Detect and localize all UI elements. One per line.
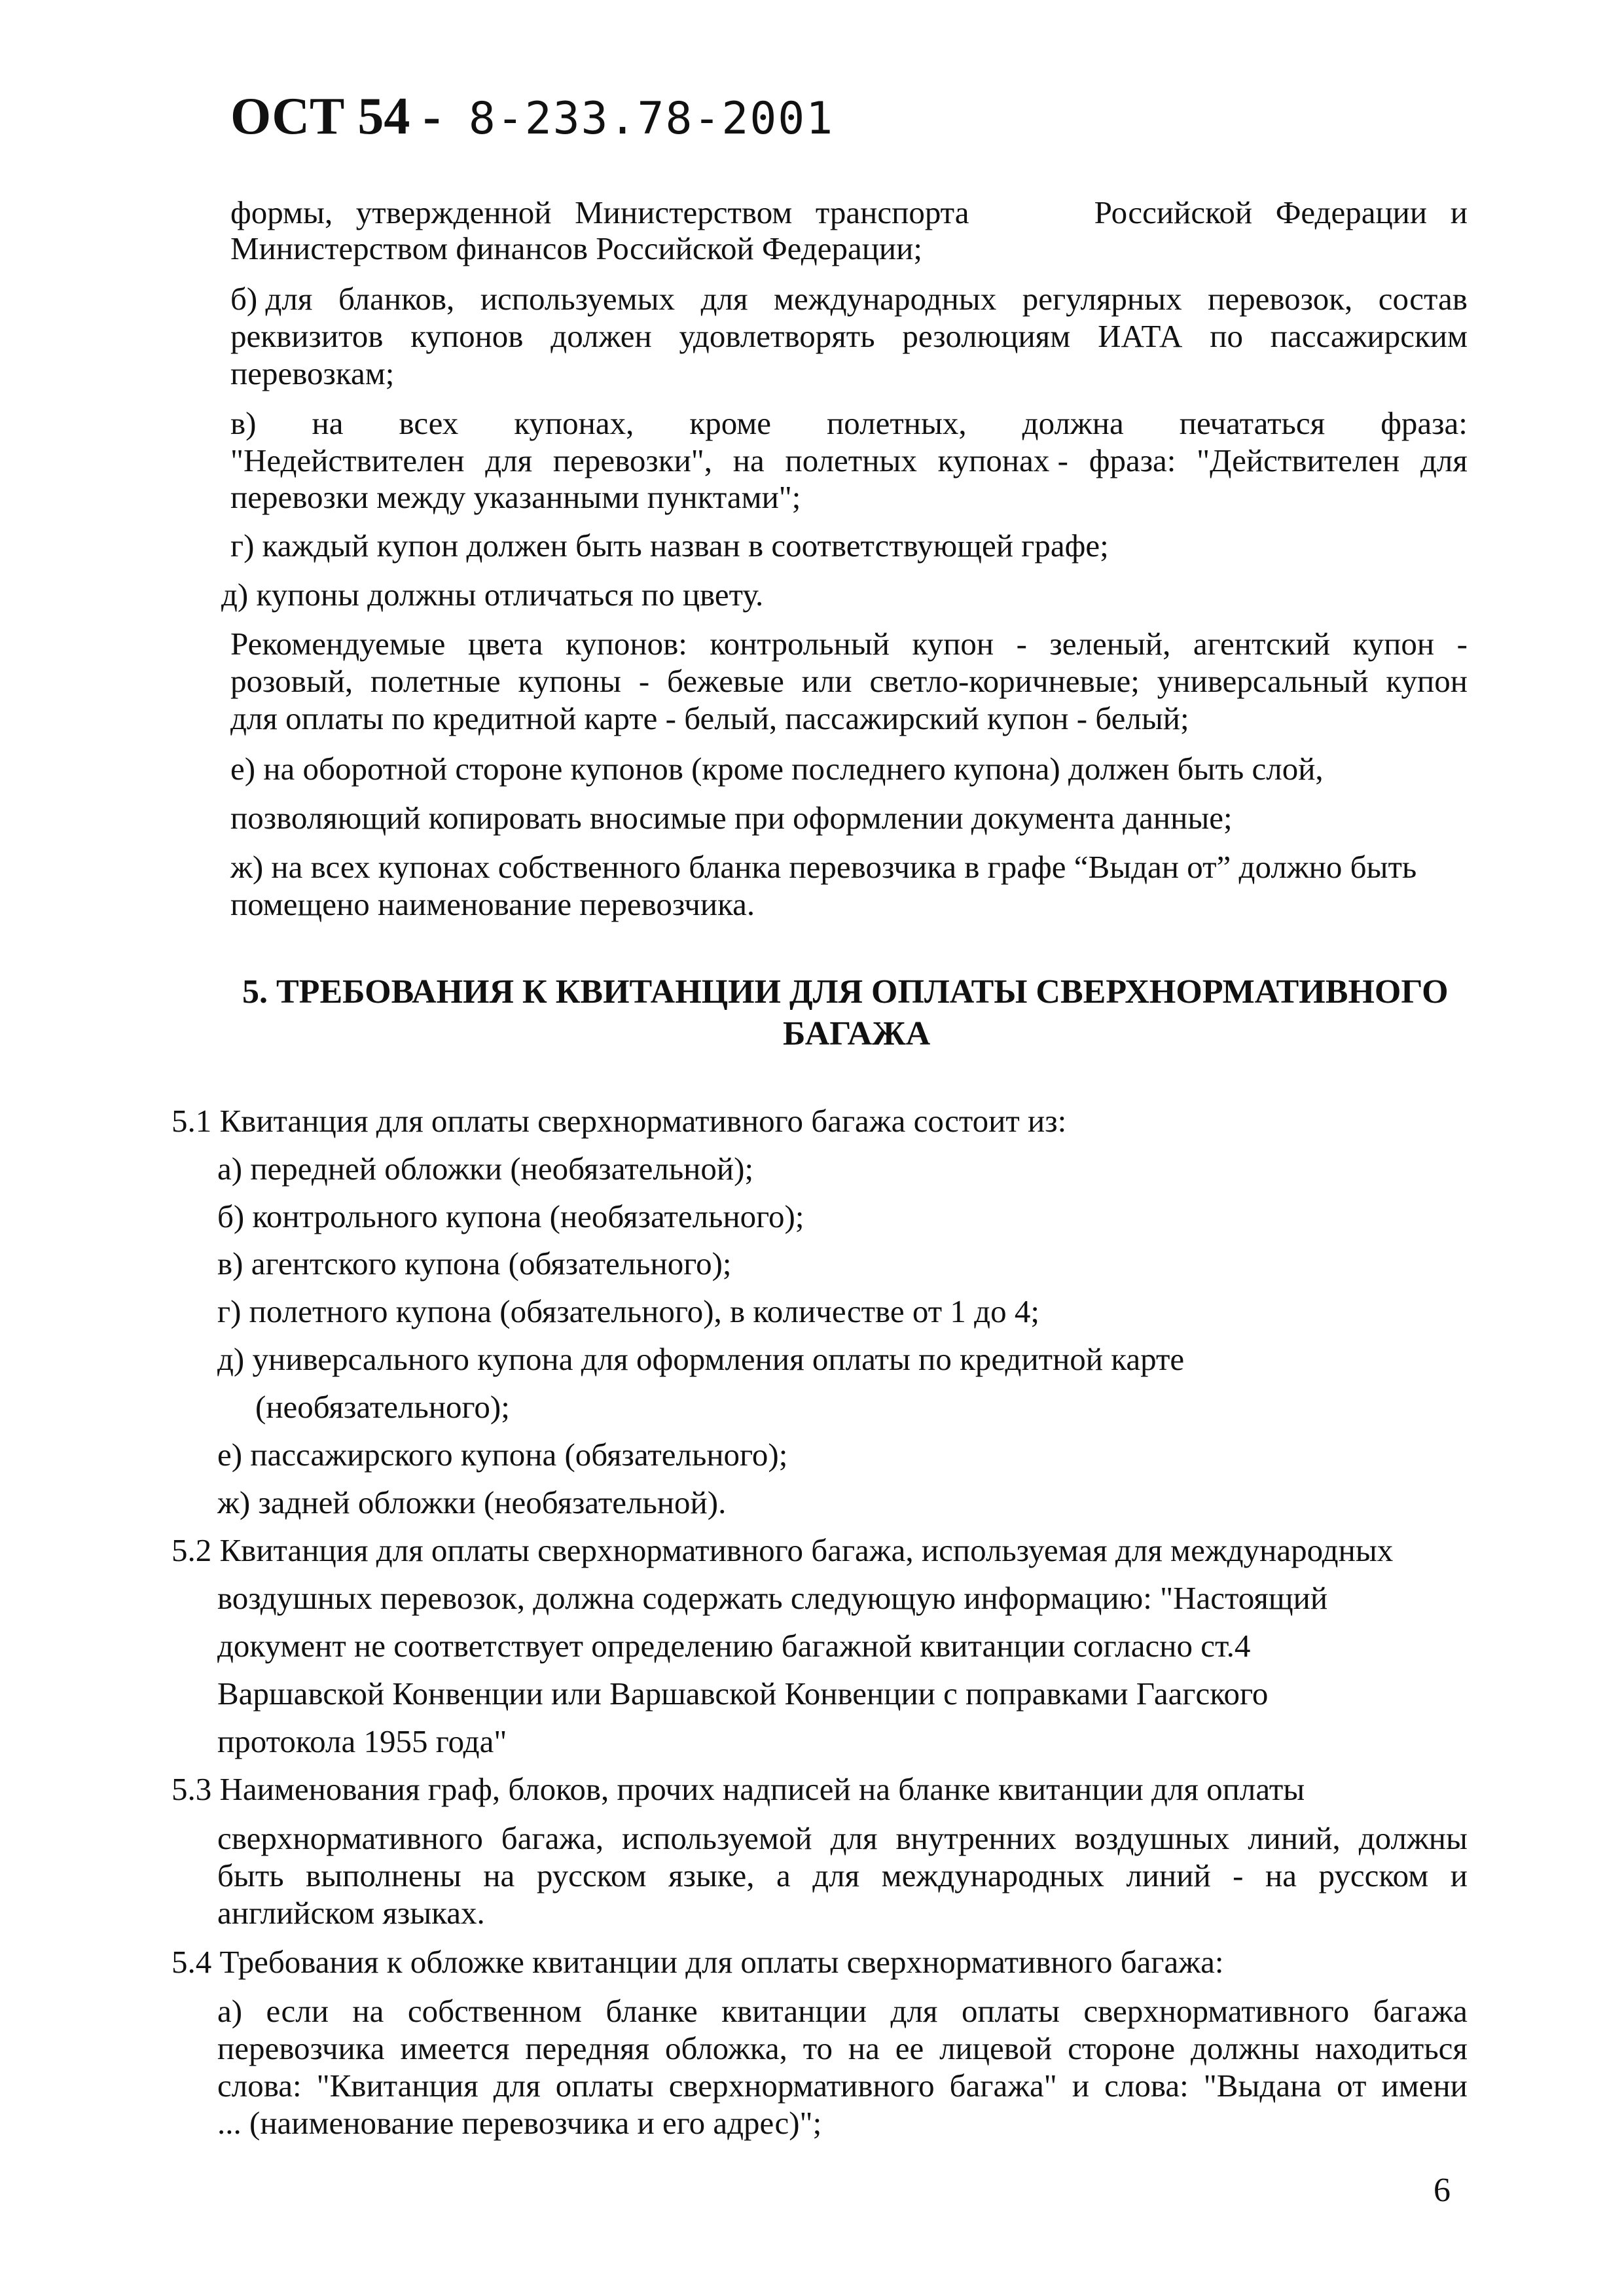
item-d: д) купоны должны отличаться по цвету. [221,577,764,613]
intro-line-2: Министерством финансов Российской Федерации; [230,230,922,266]
para-5-2-line-2: воздушных перевозок, должна содержать следующую информацию: "Настоящий [217,1580,1328,1616]
item-e-line-1: е) на оборотной стороне купонов (кроме последнего купона) должен быть слой, [230,751,1324,787]
para-5-3-line-3: быть выполнены на русском языке, а для международных линий - на русском и [217,1857,1468,1893]
word: Министерством [575,194,793,230]
document-code-number: 8-233.78-2001 [440,93,835,145]
para-5-2-line-3: документ не соответствует определению багажной квитанции согласно ст.4 [217,1628,1251,1664]
para-5-4-a-line-2: перевозчика имеется передняя обложка, то на ее лицевой стороне должны находиться [217,2030,1468,2066]
item-e-line-2: позволяющий копировать вносимые при оформлении документа данные; [230,800,1233,836]
para-5-4-a-line-3: слова: "Квитанция для оплаты сверхнормативного багажа" и слова: "Выдана от имени [217,2068,1468,2104]
para-5-2-line-5: протокола 1955 года" [217,1723,507,1759]
list-item: а) передней обложки (необязательной); [217,1151,754,1187]
document-code [230,84,834,152]
document-code-prefix: ОСТ 54 - [230,88,441,145]
word: и [1450,194,1468,230]
para-5-4: 5.4 Требования к обложке квитанции для оплаты сверхнормативного багажа: [171,1944,1224,1980]
word: формы, [230,194,333,230]
item-b-line-1: б) для бланков, используемых для международных регулярных перевозок, состав [230,281,1468,317]
section-heading-line-1: 5. ТРЕБОВАНИЯ К КВИТАНЦИИ ДЛЯ ОПЛАТЫ СВЕРХНОРМАТИВНОГО [242,973,1449,1011]
list-item: г) полетного купона (обязательного), в количестве от 1 до 4; [217,1293,1039,1329]
para-5-3-line-4: английском языках. [217,1895,485,1931]
word: Федерации [1275,194,1428,230]
para-5-2-line-1: 5.2 Квитанция для оплаты сверхнормативного багажа, используемая для международных [171,1532,1394,1568]
para-5-3-line-2: сверхнормативного багажа, используемой для внутренних воздушных линий, должны [217,1820,1468,1856]
item-v-line-3: перевозки между указанными пунктами"; [230,479,801,515]
section-heading-line-2: БАГАЖА [783,1015,931,1052]
item-zh-line-2: помещено наименование перевозчика. [230,886,755,922]
list-item: д) универсального купона для оформления оплаты по кредитной карте [217,1341,1185,1377]
item-g: г) каждый купон должен быть назван в соответствующей графе; [230,528,1109,564]
para-5-4-a-line-1: а) если на собственном бланке квитанции для оплаты сверхнормативного багажа [217,1993,1468,2029]
list-item: ж) задней обложки (необязательной). [217,1484,727,1520]
recommend-line-3: для оплаты по кредитной карте - белый, пассажирский купон - белый; [230,700,1189,736]
recommend-line-2: розовый, полетные купоны - бежевые или светло-коричневые; универсальный купон [230,663,1468,699]
item-b-line-3: перевозкам; [230,355,395,391]
word: транспорта [815,194,969,230]
item-v-line-2: "Недействителен для перевозки", на полетных купонах - фраза: "Действителен для [230,442,1468,478]
list-item: в) агентского купона (обязательного); [217,1246,732,1282]
para-5-3-line-1: 5.3 Наименования граф, блоков, прочих надписей на бланке квитанции для оплаты [171,1771,1305,1807]
list-item: (необязательного); [255,1389,510,1425]
word: утвержденной [355,194,552,230]
para-5-2-line-4: Варшавской Конвенции или Варшавской Конвенции с поправками Гаагского [217,1676,1269,1712]
item-zh-line-1: ж) на всех купонах собственного бланка перевозчика в графе “Выдан от” должно быть [230,849,1417,885]
item-v-line-1: в) на всех купонах, кроме полетных, должна печататься фраза: [230,405,1468,441]
para-5-4-a-line-4: ... (наименование перевозчика и его адрес)"; [217,2105,822,2141]
recommend-line-1: Рекомендуемые цвета купонов: контрольный купон - зеленый, агентский купон - [230,626,1468,662]
spacer [992,194,1071,231]
para-5-1: 5.1 Квитанция для оплаты сверхнормативного багажа состоит из: [171,1103,1067,1139]
word: Российской [1094,194,1253,230]
page-number: 6 [1434,2172,1451,2209]
list-item: б) контрольного купона (необязательного); [217,1198,804,1234]
intro-line-1 [230,194,1468,231]
item-b-line-2: реквизитов купонов должен удовлетворять резолюциям ИАТА по пассажирским [230,318,1468,354]
list-item: е) пассажирского купона (обязательного); [217,1437,788,1473]
